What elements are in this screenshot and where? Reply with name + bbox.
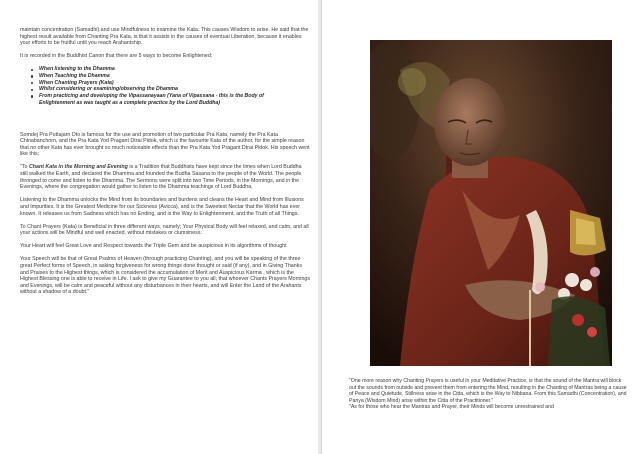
speech-paragraph (20, 164, 310, 190)
list-item: When Teaching the Dhamma (31, 73, 299, 80)
list-item: From practicing and developing the Vipassanayaan (Yana of Vipassana - this is the Body of Enlightenment as was taught as a complete practice by the Lord Buddha) (31, 93, 299, 106)
garland-flower (535, 282, 545, 292)
white-flower (580, 279, 592, 291)
right-page (321, 0, 640, 454)
monk-illustration (370, 40, 612, 366)
monk-photo (370, 40, 612, 366)
list-item: When listening to the Dhamma (31, 66, 299, 73)
red-flower (587, 327, 597, 337)
speech-lead: "To (20, 164, 29, 171)
final-speech-paragraph: Your Speech will be that of Great Psalms of Heaven (through practicing Chanting), and you will be speaking of the three great Perfect forms of Speech, in asking forgiveness for wrong things done thought or said (if any), and in Giving Thanks and Praises to the Highest things, which is considered the accumulation of Merit and Auspicious Karma , which is the Highest Blessing one is able to receive in Life. I ask to give my Guarantee to you all, that whoever Chants Prayers Mornings and Evenings, will be calm and peaceful without any disturbances in their hearts, and will Enter the Land of the Arahants without a shadow of a doubt." (20, 256, 311, 296)
listening-paragraph: Listening to the Dhamma unlocks the Mind from its boundaries and burdens and cleans the Heart and Mind from Illusions and Impurities. It is the Greatest Medicine for our Sickness (Avicca), and is the Sweetest Nectar that the World has ever known. It releases us from Sadness which has no Ending, and is the Way to Enlightenment, and the Truth of all Things. (20, 197, 304, 217)
intro-paragraph: maintain concentration (Samadhi) and use Mindfulness to examine the Kata. This causes Wisdom to arise. He said that the highest result available from Chanting Pra Kata, is that it assists in the causes of eventual Liberation, because it enables your efforts to be fruitful until you reach Arahantship. (20, 27, 309, 47)
five-ways-intro: It is recorded in the Buddhist Canon that there are 5 ways to become Enlightened; (20, 53, 213, 60)
quote-tail: "As for those who hear the Mantras and Prayer, their Minds will become unrestrained and (349, 404, 554, 411)
list-item: When Chanting Prayers (Kata) (31, 80, 299, 87)
pink-flower (590, 267, 600, 277)
quote-block (349, 378, 629, 411)
gold-offering-highlight (576, 218, 596, 245)
heart-paragraph: Your Heart will feel Great Love and Respect towards the Triple Gem and be auspicious in its algorithms of thought (20, 243, 287, 250)
left-page (0, 0, 318, 454)
three-ways-paragraph: To Chant Prayers (Kata) is Beneficial in three different ways, namely; Your Physical Body will feel relaxed, and calm, and all your actions will be Mindful and well enacted, without mistakes or clumsiness. (20, 223, 309, 237)
leaves (548, 296, 610, 366)
red-flower (572, 314, 584, 326)
speech-emphasis: Chant Kata in the Morning and Evening (28, 164, 128, 171)
incense-stick (529, 290, 531, 366)
enlightenment-ways-list (31, 66, 318, 106)
white-flower (565, 273, 579, 287)
head (434, 78, 506, 166)
speech-rest: is a Tradition that Buddhists have kept since the times when Lord Buddha still walked the Earth, and declared the Dhamma and founded the Budha Sasana to the people of the World. The people thronged to come and listen to the Dhamma. The Sermons were split into two Time Periods, in the Mornings, and in the Evenings, where the congregation would gather to listen to the Dhamma teachings of Lord Buddha. (20, 164, 302, 191)
somdej-paragraph: Somdej Pra Puttajarn Dto is famous for the use and promotion of two particular Pra Kata, namely the Pra Kata Chinabanchorn, and the Pra Kata Yod Pragant Dtrai Pidok, which is the favourite Kata of the author, for the simple reason that no other Kata has ever brought so much noticeable effects than the Pra Kata Yod Pragant Dtrai Pidok. His speech went like this; (20, 131, 310, 158)
list-item: Whilst considering or examining/observing the Dhamma (31, 86, 299, 93)
gold-ornament-disc (398, 68, 426, 96)
quote-paragraph: "One more reason why Chanting Prayers is useful in your Meditative Practice, is that the sound of the Mantra will block out the sounds from outside and prevent them from entering the Mind, resulting in the Chanting of Mantras being a cause of Peace and Quietude, Stillness arise in the Citta, which is the Way to Nibbana. From this Samadhi (Concentration), and Panya (Wisdom Mind) arise within the Citta of the Practitioner." (349, 378, 627, 404)
